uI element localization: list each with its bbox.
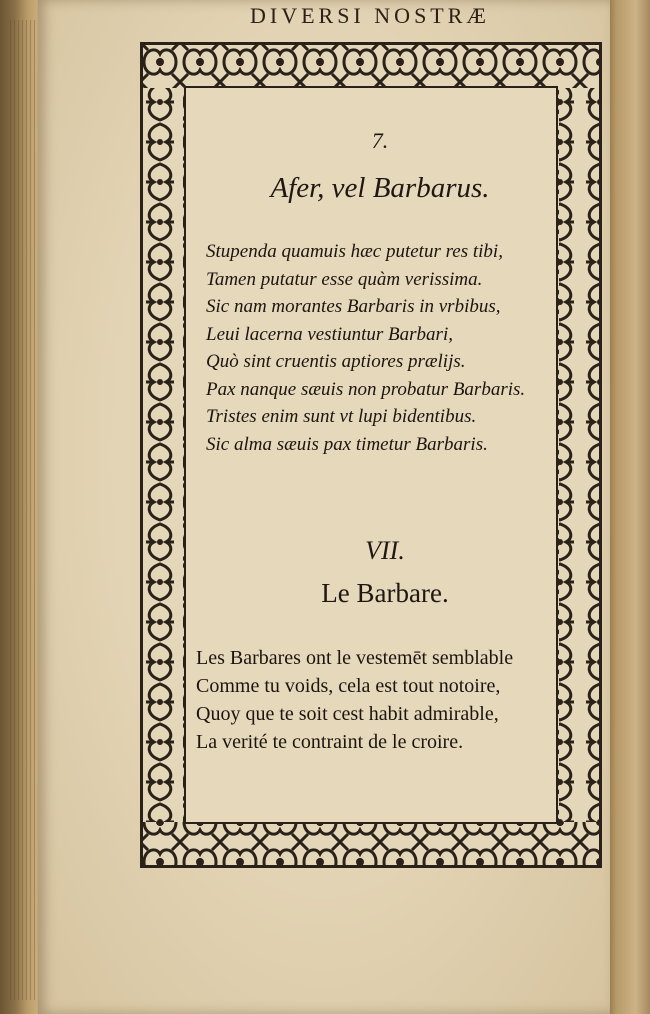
french-verse-line: Quoy que te soit cest habit admirable,: [196, 703, 499, 725]
french-verse: [196, 644, 596, 756]
latin-poem-number: 7.: [371, 128, 389, 153]
latin-verse-line: Stupenda quamuis hæc putetur res tibi,: [206, 241, 503, 262]
latin-poem-title: Afer, vel Barbarus.: [270, 172, 490, 204]
french-poem-number: VII.: [365, 536, 405, 565]
latin-verse-line: Leui lacerna vestiuntur Barbari,: [206, 323, 453, 345]
latin-verse: [206, 238, 596, 458]
latin-verse-line: Pax nanque sæuis non probatur Barbaris.: [206, 378, 526, 400]
french-verse-line: La verité te contraint de le croire.: [196, 731, 464, 753]
latin-verse-line: Sic nam morantes Barbaris in vrbibus,: [206, 296, 501, 317]
latin-verse-line: Tristes enim sunt vt lupi bidentibus.: [206, 406, 477, 427]
french-verse-line: Les Barbares ont le vestemēt semblable: [196, 647, 514, 669]
latin-verse-line: Sic alma sæuis pax timetur Barbaris.: [206, 433, 488, 455]
latin-verse-line: Quò sint cruentis aptiores prælijs.: [206, 351, 466, 372]
running-head: DIVERSI NOSTRÆ: [250, 8, 490, 28]
french-verse-line: Comme tu voids, cela est tout notoire,: [196, 675, 501, 697]
french-poem-title: Le Barbare.: [321, 578, 449, 608]
latin-verse-line: Tamen putatur esse quàm verissima.: [206, 268, 483, 290]
